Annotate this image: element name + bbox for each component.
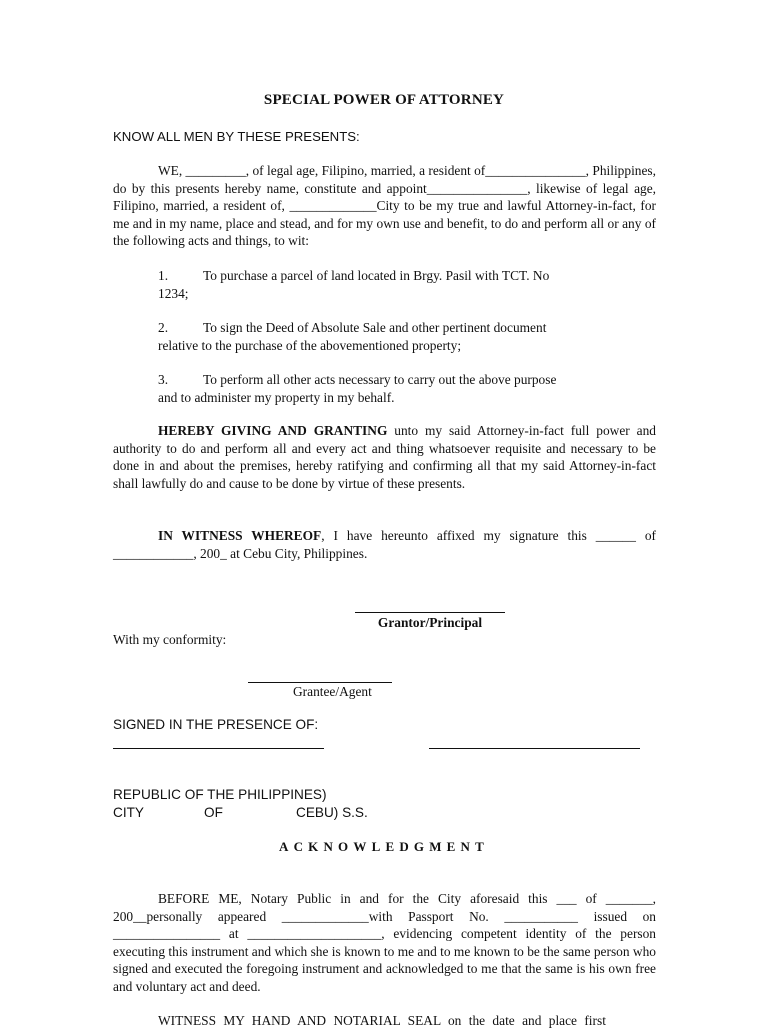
list-item <box>158 267 628 302</box>
item-number: 2. <box>158 320 169 335</box>
item-text-continued: 1234; <box>158 285 189 301</box>
witness-paragraph <box>113 527 656 562</box>
list-item <box>158 319 628 354</box>
of-label: OF <box>204 805 223 820</box>
intro-paragraph <box>113 162 656 250</box>
grantee-label: Grantee/Agent <box>293 684 372 699</box>
republic-line: REPUBLIC OF THE PHILIPPINES) <box>113 787 327 802</box>
signed-presence-heading: SIGNED IN THE PRESENCE OF: <box>113 717 319 732</box>
grantor-label: Grantor/Principal <box>377 615 483 630</box>
granting-text: unto my said Attorney-in-fact full power and authority to do and perform all and every act and thing whatsoever requisite and necessary to be done in and about the premises, hereby ratifying and confirming all that my said Attorney-in-fact shall lawfully do and cause to be done by virtue of these presents. <box>113 423 656 491</box>
cebu-ss-label: CEBU) S.S. <box>296 805 368 820</box>
city-label: CITY <box>113 805 144 820</box>
conformity-label: With my conformity: <box>113 632 227 647</box>
notarial-paragraph <box>113 1012 656 1030</box>
item-text: To purchase a parcel of land located in Brgy. Pasil with TCT. No <box>203 268 550 283</box>
item-text: To perform all other acts necessary to carry out the above purpose <box>203 372 557 387</box>
witness-bold: IN WITNESS WHEREOF <box>158 528 322 543</box>
know-all-heading: KNOW ALL MEN BY THESE PRESENTS: <box>113 129 360 144</box>
witness-signature-line-right <box>429 748 640 749</box>
witness-signature-line-left <box>113 748 324 749</box>
before-me-text: BEFORE ME, Notary Public in and for the City aforesaid this ___ of _______, 200__personally appeared _____________with Passport No. ___________ issued on ________________ at ____________________, evidencing competent identity of the person executing this instrument and which she is known to me and to me known to be the same person who signed and executed the foregoing instrument and acknowledged to me that the same is his own free and voluntary act and deed. <box>113 891 656 994</box>
intro-text: WE, _________, of legal age, Filipino, married, a resident of_______________, Philippines, do by this presents hereby name, constitute and appoint_______________, likewise of legal age, Filipino, married, a resident of, _____________City to be my true and lawful Attorney-in-fact, for me and in my name, place and stead, and for my own use and benefit, to do and perform all or any of the following acts and things, to wit: <box>113 163 656 248</box>
grantor-signature-line <box>355 612 505 613</box>
item-text-continued: relative to the purchase of the abovementioned property; <box>158 337 462 353</box>
list-item <box>158 371 628 406</box>
document-title: SPECIAL POWER OF ATTORNEY <box>263 92 505 108</box>
item-text: To sign the Deed of Absolute Sale and other pertinent document <box>203 320 547 335</box>
granting-bold: HEREBY GIVING AND GRANTING <box>158 423 388 438</box>
item-number: 1. <box>158 268 169 283</box>
granting-paragraph <box>113 422 656 492</box>
before-me-paragraph <box>113 890 656 995</box>
acknowledgment-title: ACKNOWLEDGMENT <box>278 839 490 854</box>
notarial-text: WITNESS MY HAND AND NOTARIAL SEAL on the date and place first <box>158 1013 606 1028</box>
item-text-continued: and to administer my property in my behalf. <box>158 389 395 405</box>
witness-text: , I have hereunto affixed my signature this ______ of ____________, 200_ at Cebu City, Philippines. <box>113 528 656 561</box>
item-number: 3. <box>158 372 169 387</box>
